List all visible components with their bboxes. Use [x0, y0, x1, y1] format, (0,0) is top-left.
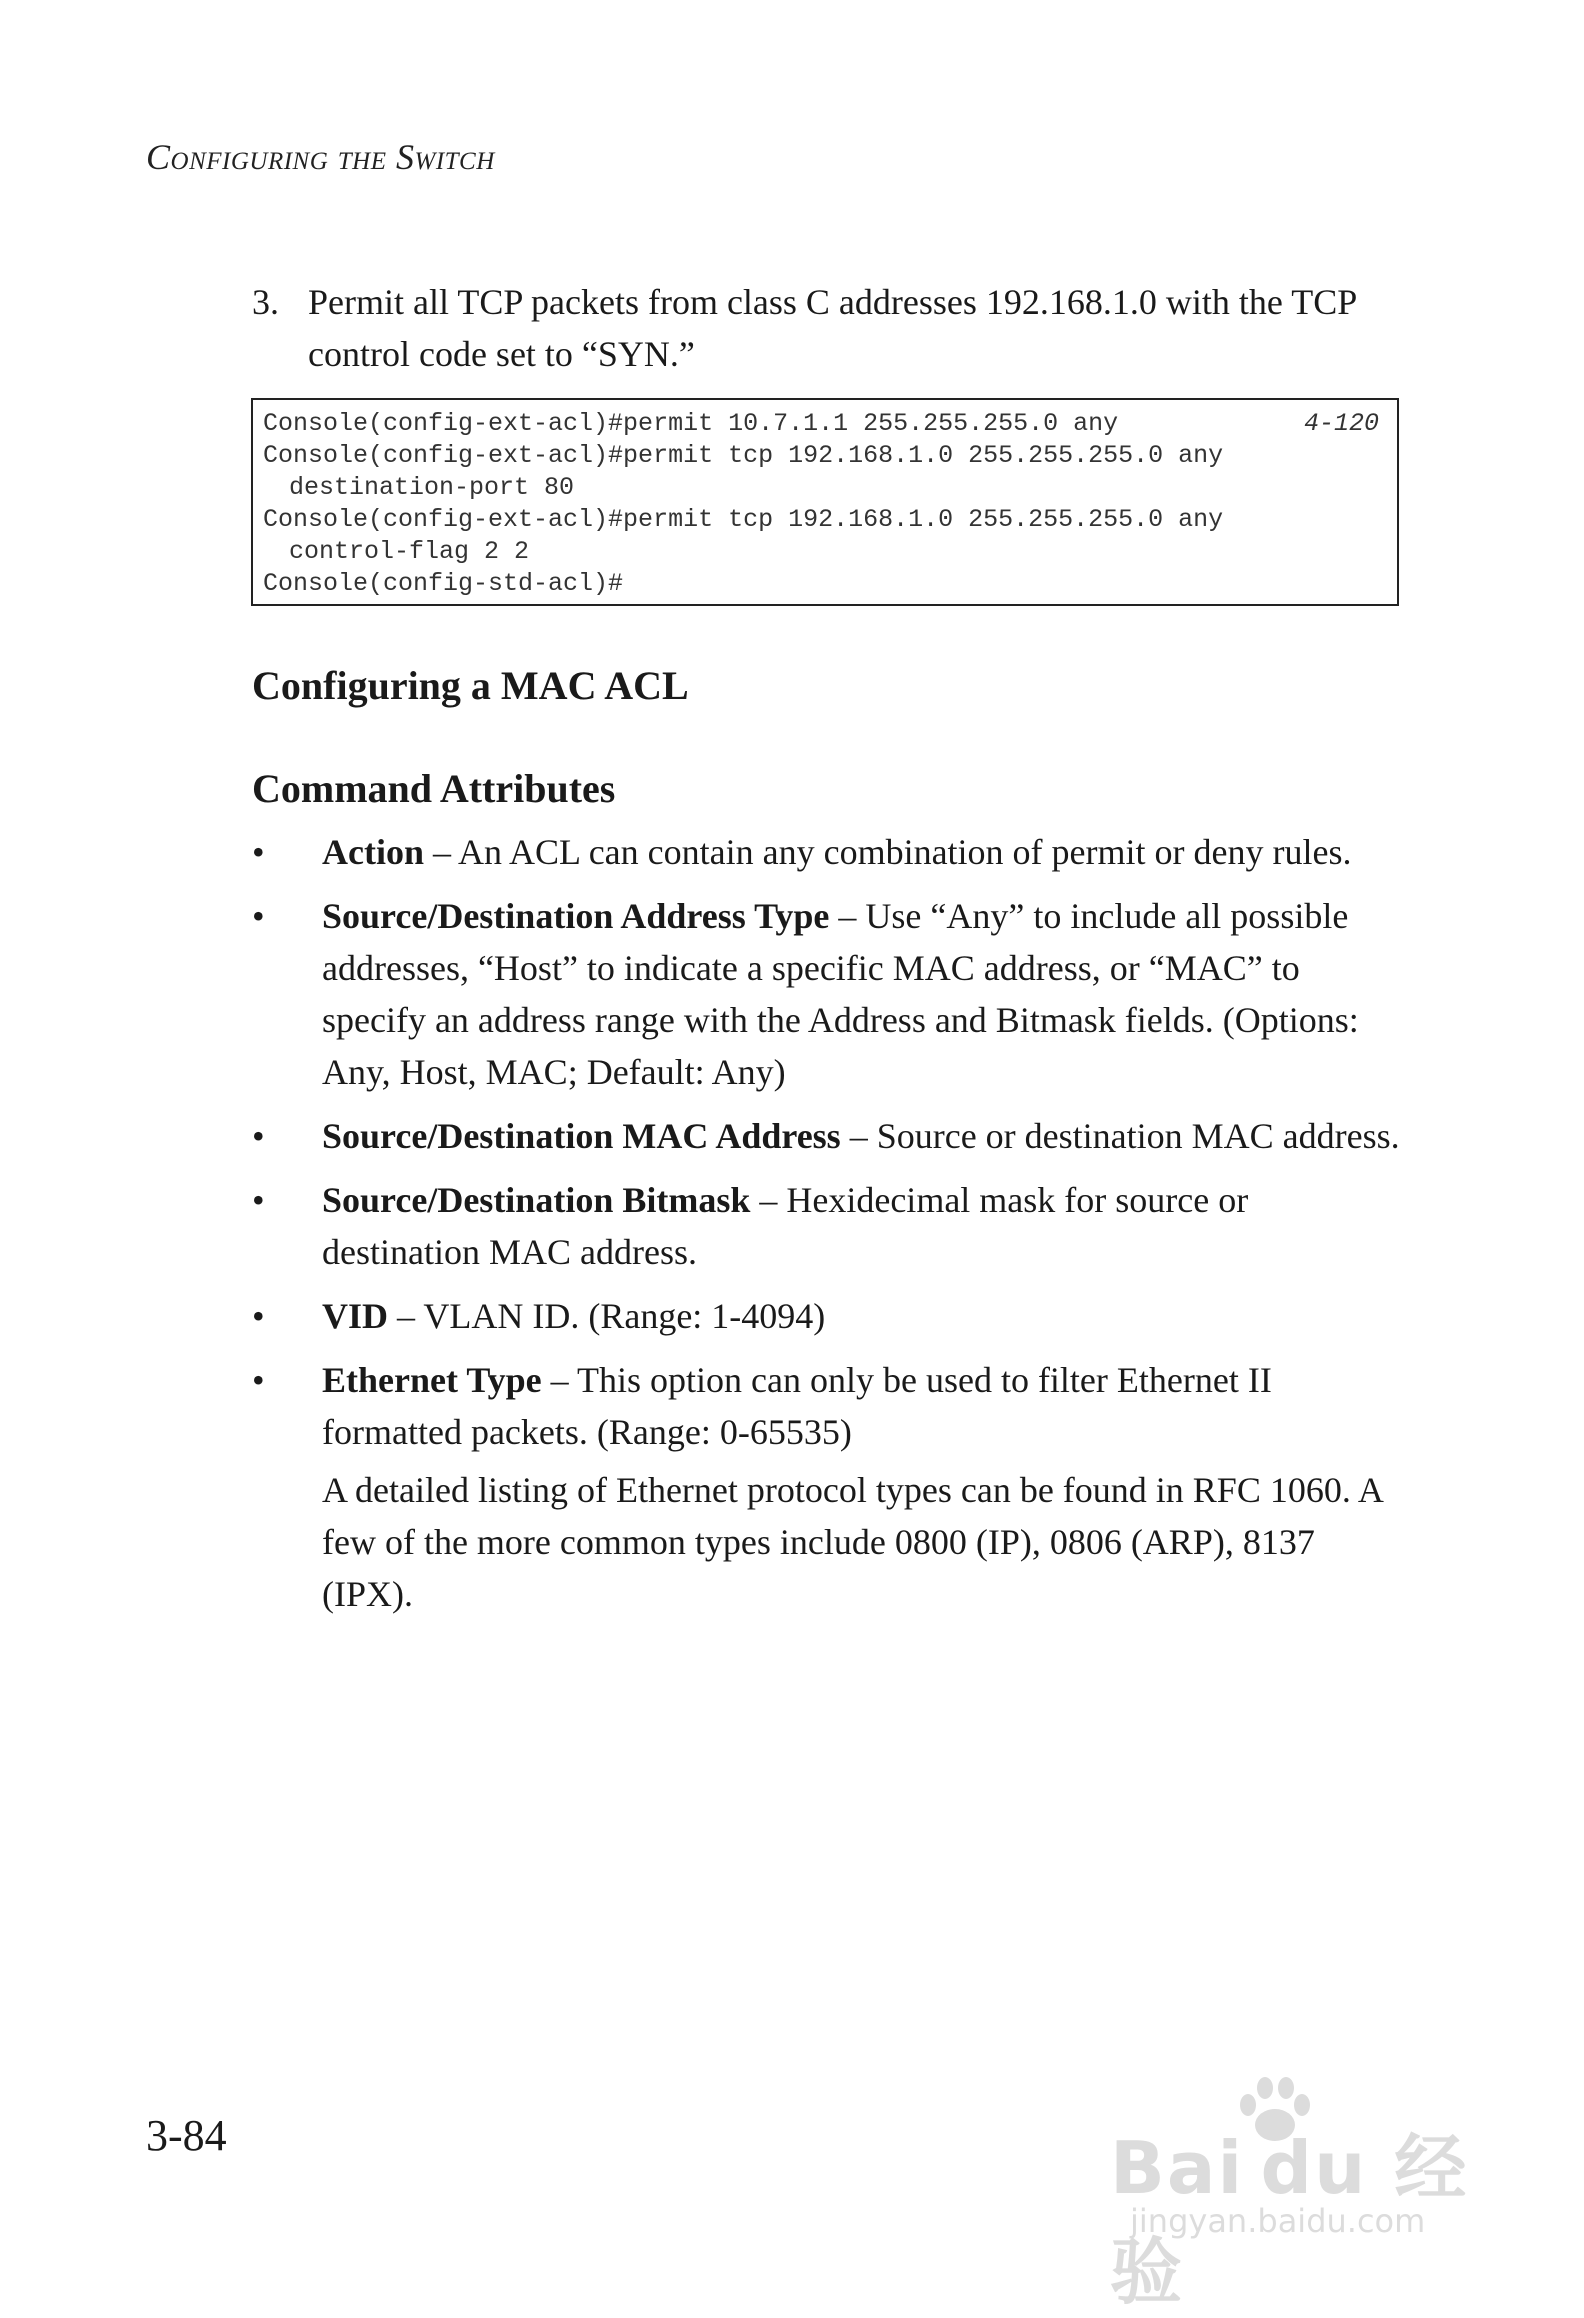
subsection-title: Command Attributes — [252, 766, 616, 811]
list-item — [252, 1110, 1412, 1162]
attribute-note: A detailed listing of Ethernet protocol types can be found in RFC 1060. A few of the more common types include 0800 (IP), 0806 (ARP), 8137 (IPX). — [322, 1470, 1382, 1614]
step-text: Permit all TCP packets from class C addresses 192.168.1.0 with the TCP control code set to “SYN.” — [308, 282, 1356, 374]
code-line: Console(config-ext-acl)#permit 10.7.1.1 255.255.255.0 any — [263, 409, 1119, 438]
watermark-logo-text: Bai du 经验 — [1110, 2126, 1469, 2314]
page-number: 3-84 — [146, 2111, 227, 2160]
numbered-step — [252, 276, 1402, 380]
attribute-term: Source/Destination Address Type — [322, 896, 830, 936]
list-item — [252, 890, 1412, 1098]
watermark-url: jingyan.baidu.com — [1130, 2202, 1426, 2240]
attribute-term: Source/Destination Bitmask — [322, 1180, 751, 1220]
code-page-reference: 4-120 — [1303, 409, 1379, 438]
running-header: Configuring the Switch — [146, 137, 495, 177]
attribute-term: Source/Destination MAC Address — [322, 1116, 841, 1156]
list-item — [252, 1174, 1412, 1278]
bullet-icon: • — [252, 1360, 265, 1400]
attribute-list — [252, 826, 1412, 1632]
attribute-term: Ethernet Type — [322, 1360, 542, 1400]
attribute-term: VID — [322, 1296, 389, 1336]
attribute-description: – VLAN ID. (Range: 1-4094) — [388, 1296, 826, 1336]
section-title: Configuring a MAC ACL — [252, 663, 689, 708]
attribute-description: – Source or destination MAC address. — [840, 1116, 1400, 1156]
code-block — [251, 398, 1399, 606]
bullet-icon: • — [252, 832, 265, 872]
attribute-description: – This option can only be used to filter Ethernet II formatted packets. (Range: 0-65535) — [322, 1360, 1272, 1452]
bullet-icon: • — [252, 1180, 265, 1220]
code-line: destination-port 80 — [289, 473, 575, 502]
step-number: 3. — [252, 282, 279, 322]
code-line: Console(config-std-acl)# — [263, 569, 624, 598]
attribute-term: Action — [322, 832, 424, 872]
attribute-description: – Use “Any” to include all possible addresses, “Host” to indicate a specific MAC address, or “MAC” to specify an address range with the Address and Bitmask fields. (Options: Any, Host, MAC; Default: Any) — [322, 896, 1359, 1092]
bullet-icon: • — [252, 896, 265, 936]
list-item — [252, 1290, 1412, 1342]
list-item — [252, 826, 1412, 878]
code-line: control-flag 2 2 — [289, 537, 530, 566]
attribute-description: – An ACL can contain any combination of permit or deny rules. — [424, 832, 1352, 872]
bullet-icon: • — [252, 1116, 265, 1156]
list-item — [252, 1354, 1412, 1620]
code-line: Console(config-ext-acl)#permit tcp 192.168.1.0 255.255.255.0 any — [263, 441, 1224, 470]
bullet-icon: • — [252, 1296, 265, 1336]
code-line: Console(config-ext-acl)#permit tcp 192.168.1.0 255.255.255.0 any — [263, 505, 1224, 534]
watermark — [1110, 2070, 1510, 2314]
attribute-description: – Hexidecimal mask for source or destination MAC address. — [322, 1180, 1249, 1272]
